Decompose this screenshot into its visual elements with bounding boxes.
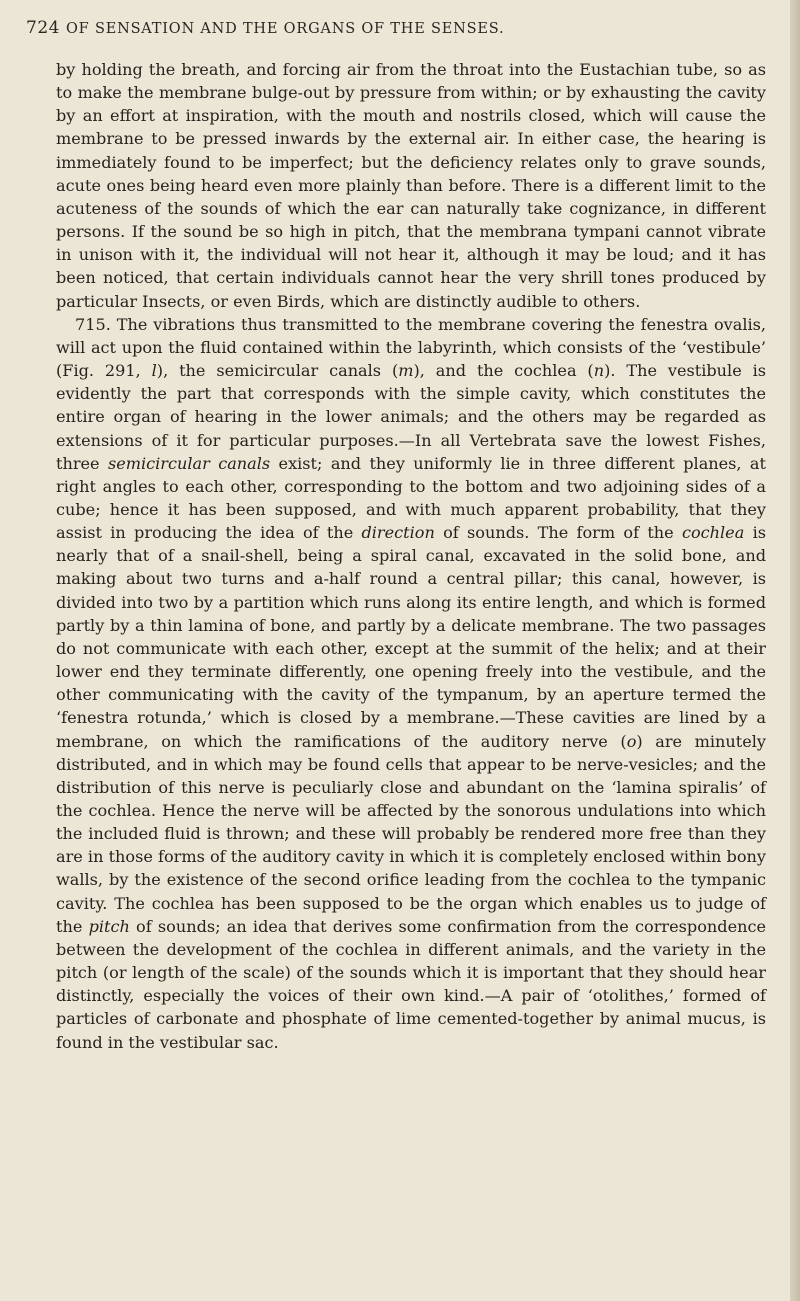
text-run: ) are minutely distributed, and in which may be found cells that appear to be nerve-vesicles; and the distribution of this nerve is peculiarly close and abundant on the ‘lamina spiralis’ of the cochlea. Hence the nerve will be affected by the sonorous undulations into which the included fluid is thrown; and these will probably be rendered more free than they are in those forms of the auditory cavity in which it is completely enclosed within bony walls, by the existence of the second orifice leading from the cochlea to the tympanic cavity. The cochlea has been supposed to be the organ which enables us to judge of the [56,731,766,936]
page-header [26,18,766,48]
text-run: is nearly that of a snail-shell, being a spiral canal, excavated in the solid bone, and making about two turns and a-half round a central pillar; this canal, however, is divided into two by a partition which runs along its entire length, and which is formed partly by a thin lamina of bone, and partly by a delicate membrane. The two passages do not communicate with each other, except at the summit of the helix; and at their lower end they terminate differently, one opening freely into the vestibule, and the other communicating with the cavity of the tympanum, by an aperture termed the ‘fenestra rotunda,’ which is closed by a membrane.—These cavities are lined by a membrane, on which the ramifications of the auditory nerve ( [56,523,766,751]
page-number: 724 [26,18,60,38]
italic-term-semicircular-canals: semicircular canals [107,453,271,473]
text-run: ). The vestibule is evidently the part that corresponds with the simple cavity, which constitutes the entire organ of hearing in the lower animals; and the others may be regarded as extensions of it for particular purposes.—In all Vertebrata save the lowest Fishes, three [56,361,767,473]
text-run: ), the semicircular canals ( [156,361,399,381]
text-run: of sounds. The form of the [434,523,682,543]
figure-label-n: n [593,361,605,381]
italic-term-cochlea: cochlea [681,523,745,543]
italic-term-pitch: pitch [88,916,130,936]
figure-label-m: m [398,361,414,381]
text-run: ), and the cochlea ( [413,361,594,381]
body-text [56,58,766,1054]
text-run: exist; and they uniformly lie in three different planes, at right angles to each other, corresponding to the bottom and two adjoining sides of a cube; hence it has been supposed, and with much apparent probability, that they assist in producing the idea of the [56,453,766,543]
paragraph-715-labyrinth [56,313,766,1054]
paragraph-hearing-limits: by holding the breath, and forcing air from the throat into the Eustachian tube, so as to make the membrane bulge-out by pressure from within; or by exhausting the cavity by an effort at inspiration, with the mouth and nostrils closed, which will cause the membrane to be pressed inwards by the external air. In either case, the hearing is immediately found to be imperfect; but the deficiency relates only to grave sounds, acute ones being heard even more plainly than before. There is a different limit to the acuteness of the sounds of which the ear can naturally take cognizance, in different persons. If the sound be so high in pitch, that the membrana tympani cannot vibrate in unison with it, the individual will not hear it, although it may be loud; and it has been noticed, that certain individuals cannot hear the very shrill tones produced by particular Insects, or even Birds, which are distinctly audible to others. [56,60,766,311]
figure-label-o: o [626,731,637,751]
text-run: 715. The vibrations thus transmitted to the membrane covering the fenestra ovalis, will act upon the fluid contained within the labyrinth, which consists of the ‘vestibule’ (Fig. 291, [56,314,766,381]
italic-term-direction: direction [361,523,435,543]
running-head: OF SENSATION AND THE ORGANS OF THE SENSES. [66,21,505,37]
text-run: of sounds; an idea that derives some confirmation from the correspondence between the development of the cochlea in different animals, and the variety in the pitch (or length of the scale) of the sounds which it is important that they should hear distinctly, especially the voices of their own kind.—A pair of ‘otolithes,’ formed of particles of carbonate and phosphate of lime cemented-together by animal mucus, is found in the vestibular sac. [56,916,766,1052]
page-edge [790,0,800,1301]
figure-label-l: l [151,361,157,381]
